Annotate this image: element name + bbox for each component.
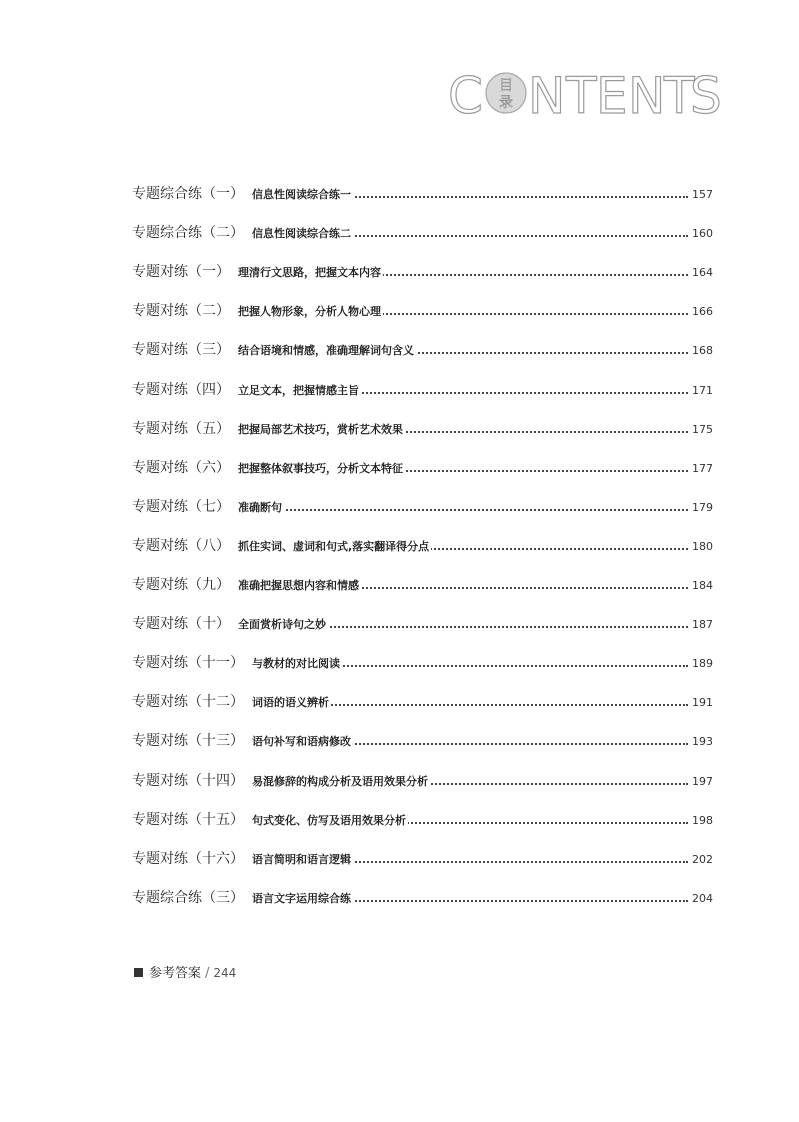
reference-answers-entry[interactable] <box>134 964 236 982</box>
toc-entry-page: 166 <box>692 305 713 318</box>
toc-entry[interactable] <box>0 575 799 599</box>
toc-entry-title: 立足文本，把握情感主旨 <box>238 384 359 397</box>
badge-bottom-char: 录 <box>499 95 513 111</box>
toc-entry-page: 157 <box>692 188 713 201</box>
toc-entry[interactable] <box>0 614 799 638</box>
toc-entry-page: 189 <box>692 657 713 670</box>
toc-entry-label: 专题对练（五） <box>132 421 230 437</box>
contents-header <box>448 67 722 125</box>
toc-entry-title: 理清行文思路，把握文本内容 <box>238 266 381 279</box>
toc-entry-label: 专题对练（六） <box>132 460 230 476</box>
toc-entry-title: 把握局部艺术技巧，赏析艺术效果 <box>238 423 403 436</box>
contents-letter-c: C <box>448 67 483 125</box>
toc-entry-title: 准确把握思想内容和情感 <box>238 579 359 592</box>
toc-entry-label: 专题对练（八） <box>132 538 230 554</box>
toc-entry-label: 专题对练（一） <box>132 264 230 280</box>
toc-entry-page: 204 <box>692 892 713 905</box>
toc-entry[interactable] <box>0 810 799 834</box>
toc-entry[interactable] <box>0 497 799 521</box>
toc-entry[interactable] <box>0 888 799 912</box>
toc-entry-page: 191 <box>692 696 713 709</box>
contents-letter-e: E <box>596 67 628 125</box>
toc-entry[interactable] <box>0 653 799 677</box>
toc-entry[interactable] <box>0 380 799 404</box>
toc-entry[interactable] <box>0 262 799 286</box>
toc-entry-page: 180 <box>692 540 713 553</box>
toc-entry-label: 专题对练（十） <box>132 616 230 632</box>
toc-entry[interactable] <box>0 301 799 325</box>
toc-entry-title: 易混修辞的构成分析及语用效果分析 <box>252 775 428 788</box>
toc-entry-label: 专题综合练（一） <box>132 186 244 202</box>
toc-entry-page: 160 <box>692 227 713 240</box>
toc-entry-label: 专题对练（十三） <box>132 733 244 749</box>
toc-entry-label: 专题对练（十五） <box>132 812 244 828</box>
toc-entry-label: 专题对练（三） <box>132 342 230 358</box>
toc-leader-dots <box>238 506 688 511</box>
toc-entry-page: 168 <box>692 344 713 357</box>
toc-entry-page: 179 <box>692 501 713 514</box>
toc-entry-label: 专题综合练（二） <box>132 225 244 241</box>
toc-entry[interactable] <box>0 536 799 560</box>
toc-entry-label: 专题对练（十六） <box>132 851 244 867</box>
toc-entry-title: 把握人物形象，分析人物心理 <box>238 305 381 318</box>
toc-entry-title: 全面赏析诗句之妙 <box>238 618 326 631</box>
contents-wordmark <box>448 67 722 125</box>
toc-entry-page: 193 <box>692 735 713 748</box>
toc-entry-title: 与教材的对比阅读 <box>252 657 340 670</box>
contents-letter-n2: N <box>628 67 666 125</box>
toc-entry-title: 信息性阅读综合练二 <box>252 227 351 240</box>
toc-entry[interactable] <box>0 340 799 364</box>
toc-entry-page: 175 <box>692 423 713 436</box>
contents-letter-s: S <box>690 67 722 125</box>
toc-entry-label: 专题对练（十四） <box>132 773 244 789</box>
toc-entry-page: 198 <box>692 814 713 827</box>
toc-entry-title: 词语的语义辨析 <box>252 696 329 709</box>
toc-entry-label: 专题对练（四） <box>132 382 230 398</box>
square-bullet-icon <box>134 968 143 977</box>
toc-entry[interactable] <box>0 771 799 795</box>
toc-entry-page: 177 <box>692 462 713 475</box>
reference-answers-page: 244 <box>213 966 237 980</box>
toc-entry-label: 专题对练（十二） <box>132 694 244 710</box>
toc-entry-page: 187 <box>692 618 713 631</box>
badge-top-char: 目 <box>499 78 513 94</box>
reference-answers-separator: / <box>205 966 210 981</box>
contents-letter-t2: T <box>664 67 695 125</box>
toc-entry-label: 专题对练（二） <box>132 303 230 319</box>
toc-entry[interactable] <box>0 458 799 482</box>
toc-entry-label: 专题对练（九） <box>132 577 230 593</box>
toc-entry-title: 语句补写和语病修改 <box>252 735 351 748</box>
toc-entry-page: 197 <box>692 775 713 788</box>
toc-entry-page: 184 <box>692 579 713 592</box>
contents-letter-t1: T <box>566 67 597 125</box>
toc-entry-label: 专题综合练（三） <box>132 890 244 906</box>
toc-entry-page: 171 <box>692 384 713 397</box>
toc-entry-title: 语言简明和语言逻辑 <box>252 853 351 866</box>
toc-entry[interactable] <box>0 692 799 716</box>
toc-entry-page: 164 <box>692 266 713 279</box>
toc-entry[interactable] <box>0 223 799 247</box>
toc-entry-title: 句式变化、仿写及语用效果分析 <box>252 814 406 827</box>
toc-entry[interactable] <box>0 849 799 873</box>
toc-entry-page: 202 <box>692 853 713 866</box>
toc-entry[interactable] <box>0 419 799 443</box>
toc-entry-title: 抓住实词、虚词和句式,落实翻译得分点 <box>238 540 430 553</box>
toc-entry-label: 专题对练（十一） <box>132 655 244 671</box>
toc-entry-title: 准确断句 <box>238 501 282 514</box>
toc-entry[interactable] <box>0 184 799 208</box>
contents-letter-n1: N <box>528 67 566 125</box>
toc-entry-label: 专题对练（七） <box>132 499 230 515</box>
toc-entry-title: 结合语境和情感，准确理解词句含义 <box>238 344 414 357</box>
reference-answers-label: 参考答案 <box>149 966 202 981</box>
toc-entry[interactable] <box>0 731 799 755</box>
toc-entry-title: 语言文字运用综合练 <box>252 892 351 905</box>
toc-entry-title: 信息性阅读综合练一 <box>252 188 351 201</box>
toc-entry-title: 把握整体叙事技巧，分析文本特征 <box>238 462 403 475</box>
